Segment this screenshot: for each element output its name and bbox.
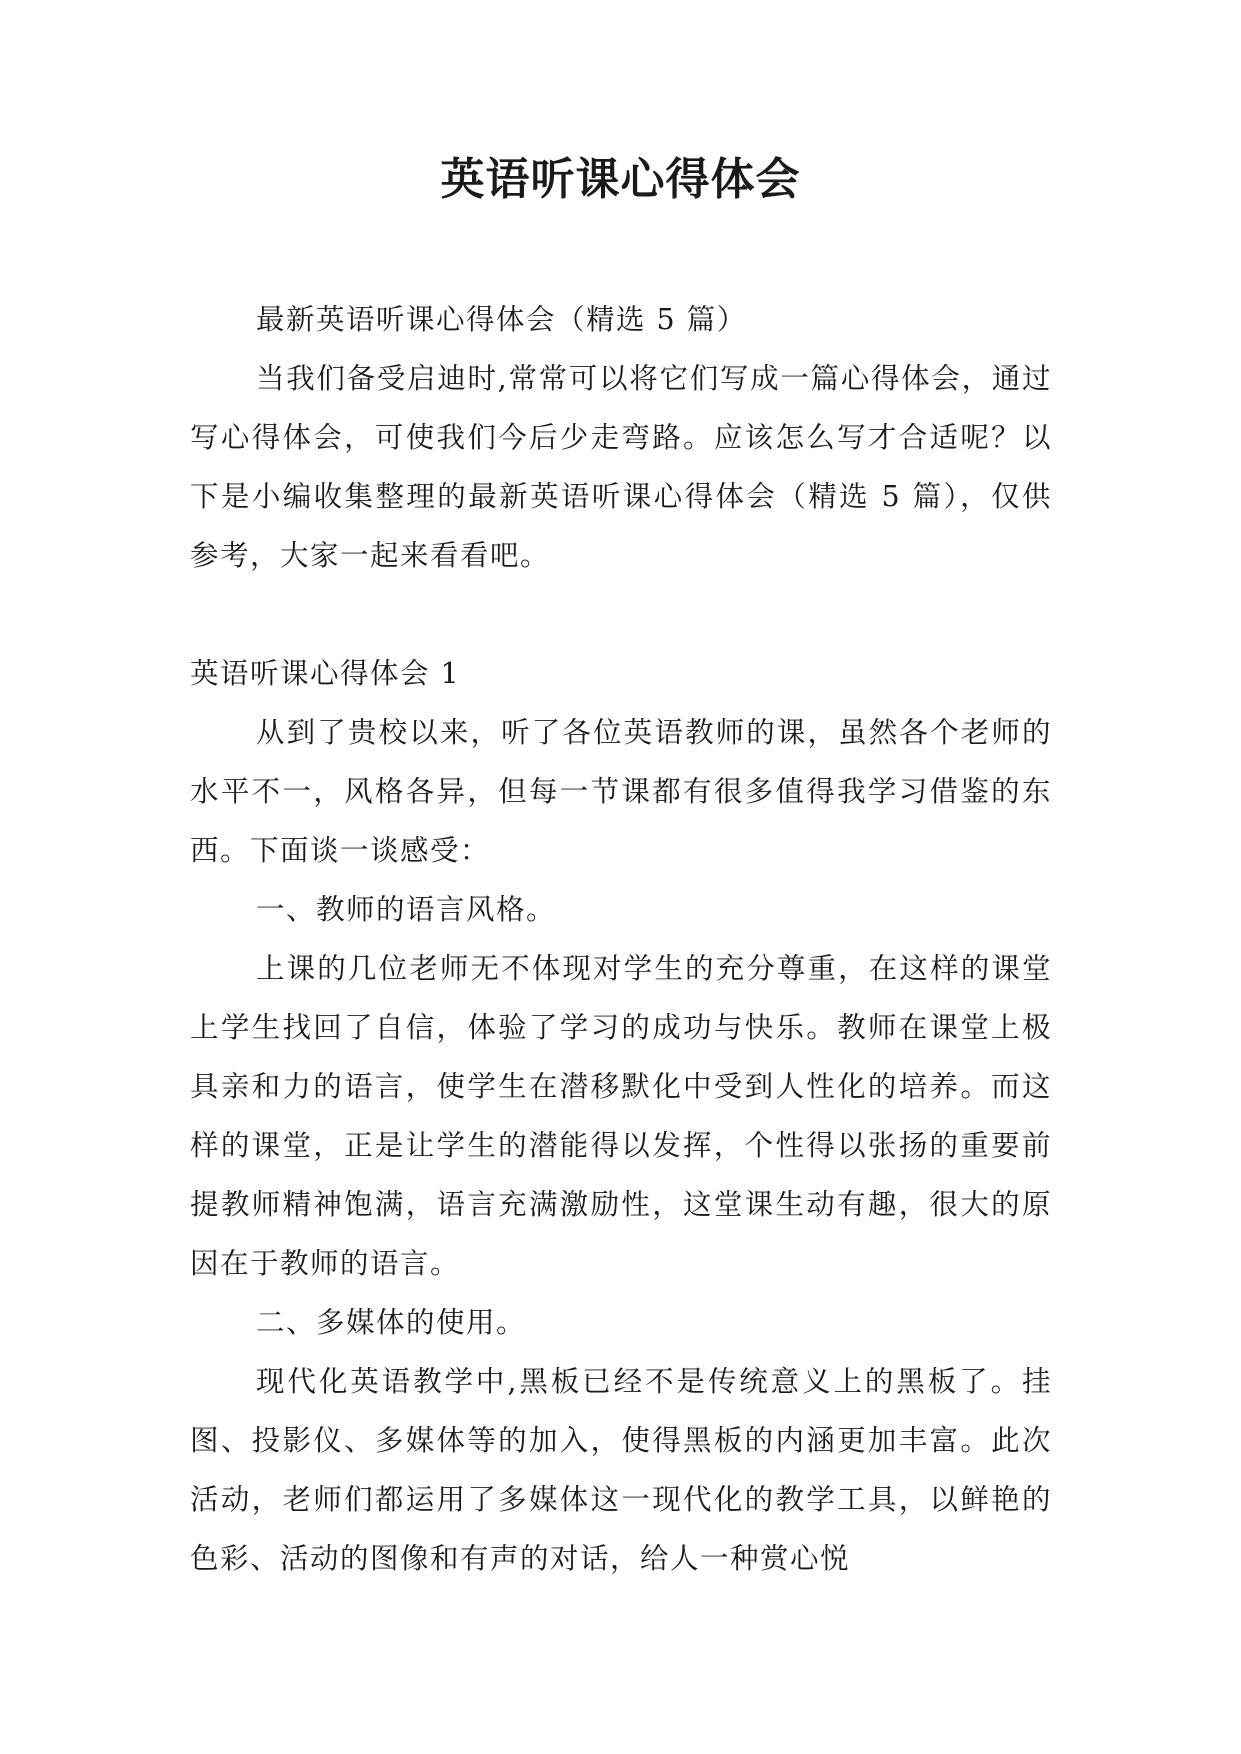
intro-paragraph: 当我们备受启迪时,常常可以将它们写成一篇心得体会，通过写心得体会，可使我们今后少走弯路。应该怎么写才合适呢？以下是小编收集整理的最新英语听课心得体会（精选 5 篇），仅供参考，大家一起来看看吧。 [190,362,1052,572]
body-paragraph: 从到了贵校以来，听了各位英语教师的课，虽然各个老师的水平不一，风格各异，但每一节课都有很多值得我学习借鉴的东西。下面谈一谈感受： [190,716,1052,867]
subheading: 二、多媒体的使用。 [256,1306,527,1339]
document-body [190,290,1052,1588]
body-paragraph: 上课的几位老师无不体现对学生的充分尊重，在这样的课堂上学生找回了自信，体验了学习的成功与快乐。教师在课堂上极具亲和力的语言，使学生在潜移默化中受到人性化的培养。而这样的课堂，正是让学生的潜能得以发挥，个性得以张扬的重要前提教师精神饱满，语言充满激励性，这堂课生动有趣，很大的原因在于教师的语言。 [190,952,1052,1280]
document-title: 英语听课心得体会 [440,154,801,205]
body-paragraph: 现代化英语教学中,黑板已经不是传统意义上的黑板了。挂图、投影仪、多媒体等的加入，使得黑板的内涵更加丰富。此次活动，老师们都运用了多媒体这一现代化的教学工具，以鲜艳的色彩、活动的图像和有声的对话，给人一种赏心悦 [190,1365,1052,1575]
subheading: 一、教师的语言风格。 [256,893,557,926]
paragraph-gap [190,585,1052,644]
section-heading: 英语听课心得体会 1 [190,657,461,690]
intro-heading: 最新英语听课心得体会（精选 5 篇） [256,303,747,336]
